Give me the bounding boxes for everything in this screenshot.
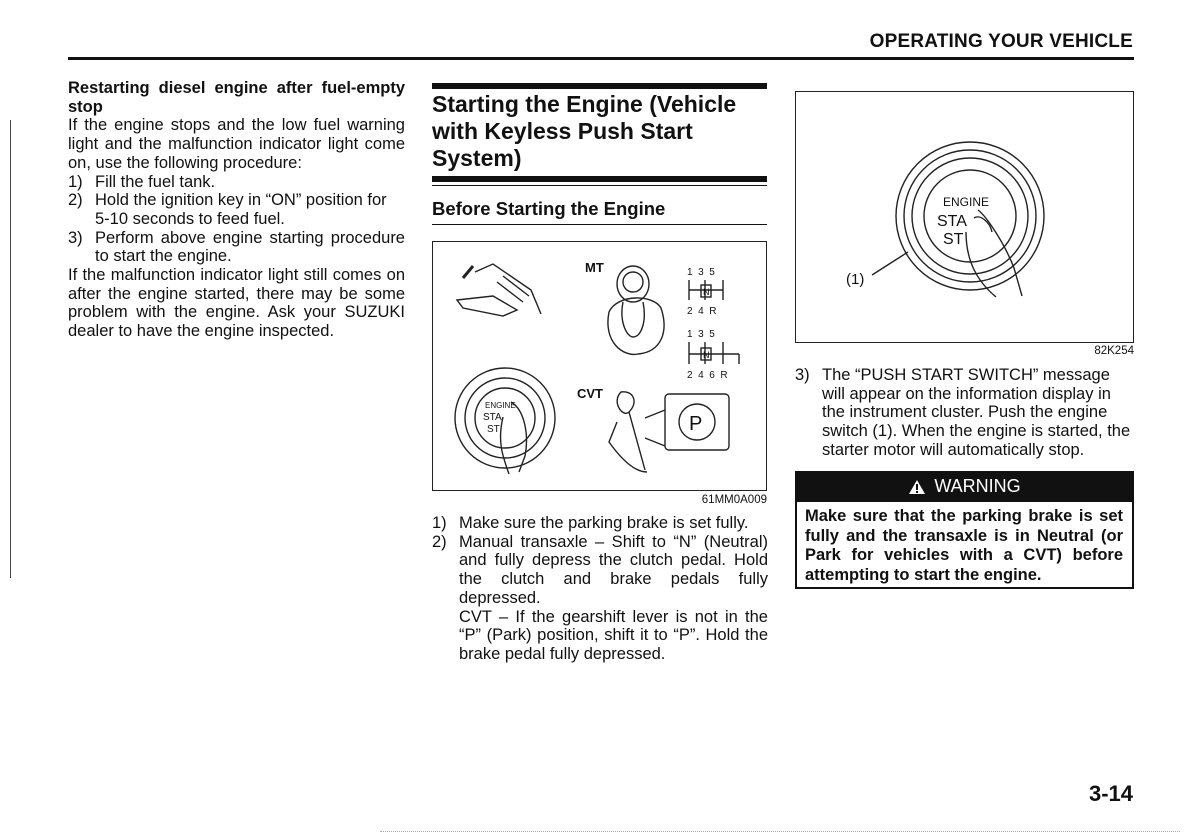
list-item [795, 366, 1134, 460]
figure-code: 61MM0A009 [701, 494, 767, 506]
figure-code: 82K254 [1094, 345, 1134, 357]
gear-bottom-label-2: 2 4 6 R [687, 370, 728, 381]
gear-top-label-2: 1 3 5 [687, 329, 715, 340]
section-rule-bottom [432, 176, 767, 182]
list-item [68, 191, 405, 228]
middle-list [432, 514, 768, 664]
park-label: P [689, 413, 703, 435]
list-text: Fill the fuel tank. [95, 172, 216, 191]
page-number: 3-14 [1088, 781, 1133, 806]
list-item [68, 173, 405, 192]
figure-shift-illustration [432, 241, 767, 491]
button-stop-label: ST [943, 231, 964, 248]
right-list [795, 366, 1134, 460]
list-text: Perform above engine starting procedure to start the engine. [95, 228, 405, 266]
mt-label: MT [585, 260, 604, 275]
list-text: The “PUSH START SWITCH” message will appear on the information display in the instrument cluster. Push the engine switch (1). When the engine is started, the starter motor will automatically stop. [822, 366, 1131, 459]
running-header: OPERATING YOUR VEHICLE [869, 31, 1133, 52]
list-number: 3) [68, 228, 83, 247]
section-heading-restart: Restarting diesel engine after fuel-empty stop [68, 79, 405, 116]
section-title: Starting the Engine (Vehicle with Keyless Push Start System) [432, 91, 737, 171]
list-text: Manual transaxle – Shift to “N” (Neutral) and fully depress the clutch pedal. Hold the clutch and brake pedals fully depressed. [459, 532, 768, 607]
warning-text: Make sure that the parking brake is set fully and the transaxle is in Neutral (or Park for vehicles with a CVT) before attempting to start the engine. [805, 507, 1123, 584]
list-item [68, 229, 405, 266]
neutral-label: N [703, 287, 710, 297]
engine-switch-icon [796, 92, 1133, 342]
button-start-label: STA [483, 412, 502, 423]
neutral-label-2: N [703, 350, 710, 360]
button-stop-label: ST [487, 424, 500, 435]
button-engine-label: ENGINE [485, 401, 516, 410]
list-number: 2) [432, 532, 447, 551]
subsection-rule-top [432, 185, 767, 186]
gear-bottom-label: 2 4 R [687, 306, 717, 317]
list-text-group [459, 533, 768, 664]
figure-push-button [795, 91, 1134, 343]
subsection-title: Before Starting the Engine [432, 198, 666, 219]
button-start-label: STA [937, 213, 967, 230]
list-item [432, 514, 768, 533]
list-text-cvt: CVT – If the gearshift lever is not in the “P” (Park) position, shift it to “P”. Hold the brake pedal fully depressed. [459, 607, 768, 663]
section-rule-top [432, 83, 767, 89]
gear-top-label: 1 3 5 [687, 267, 715, 278]
shift-diagram-icon [433, 242, 766, 490]
list-text: Make sure the parking brake is set fully. [459, 514, 749, 532]
margin-line [10, 120, 11, 578]
list-number: 2) [68, 191, 83, 210]
subsection-rule-bottom [432, 224, 767, 225]
intro-paragraph: If the engine stops and the low fuel warning light and the malfunction indicator light come on, use the following procedure: [68, 116, 405, 172]
warning-title: WARNING [934, 476, 1021, 496]
callout-label: (1) [846, 271, 865, 288]
list-number: 3) [795, 366, 810, 384]
outro-paragraph: If the malfunction indicator light still comes on after the engine started, there may be some problem with the engine. Ask your SUZUKI dealer to have the engine inspected. [68, 266, 405, 341]
list-number: 1) [432, 514, 447, 532]
cvt-label: CVT [577, 386, 603, 401]
list-number: 1) [68, 172, 83, 191]
footer-dots [380, 831, 1180, 833]
warning-header [795, 471, 1134, 502]
button-engine-label: ENGINE [943, 195, 990, 209]
warning-triangle-icon [908, 479, 926, 495]
left-column [68, 79, 405, 341]
header-rule [68, 57, 1134, 60]
list-item [432, 533, 768, 664]
list-text: Hold the ignition key in “ON” position for 5-10 seconds to feed fuel. [95, 191, 387, 228]
